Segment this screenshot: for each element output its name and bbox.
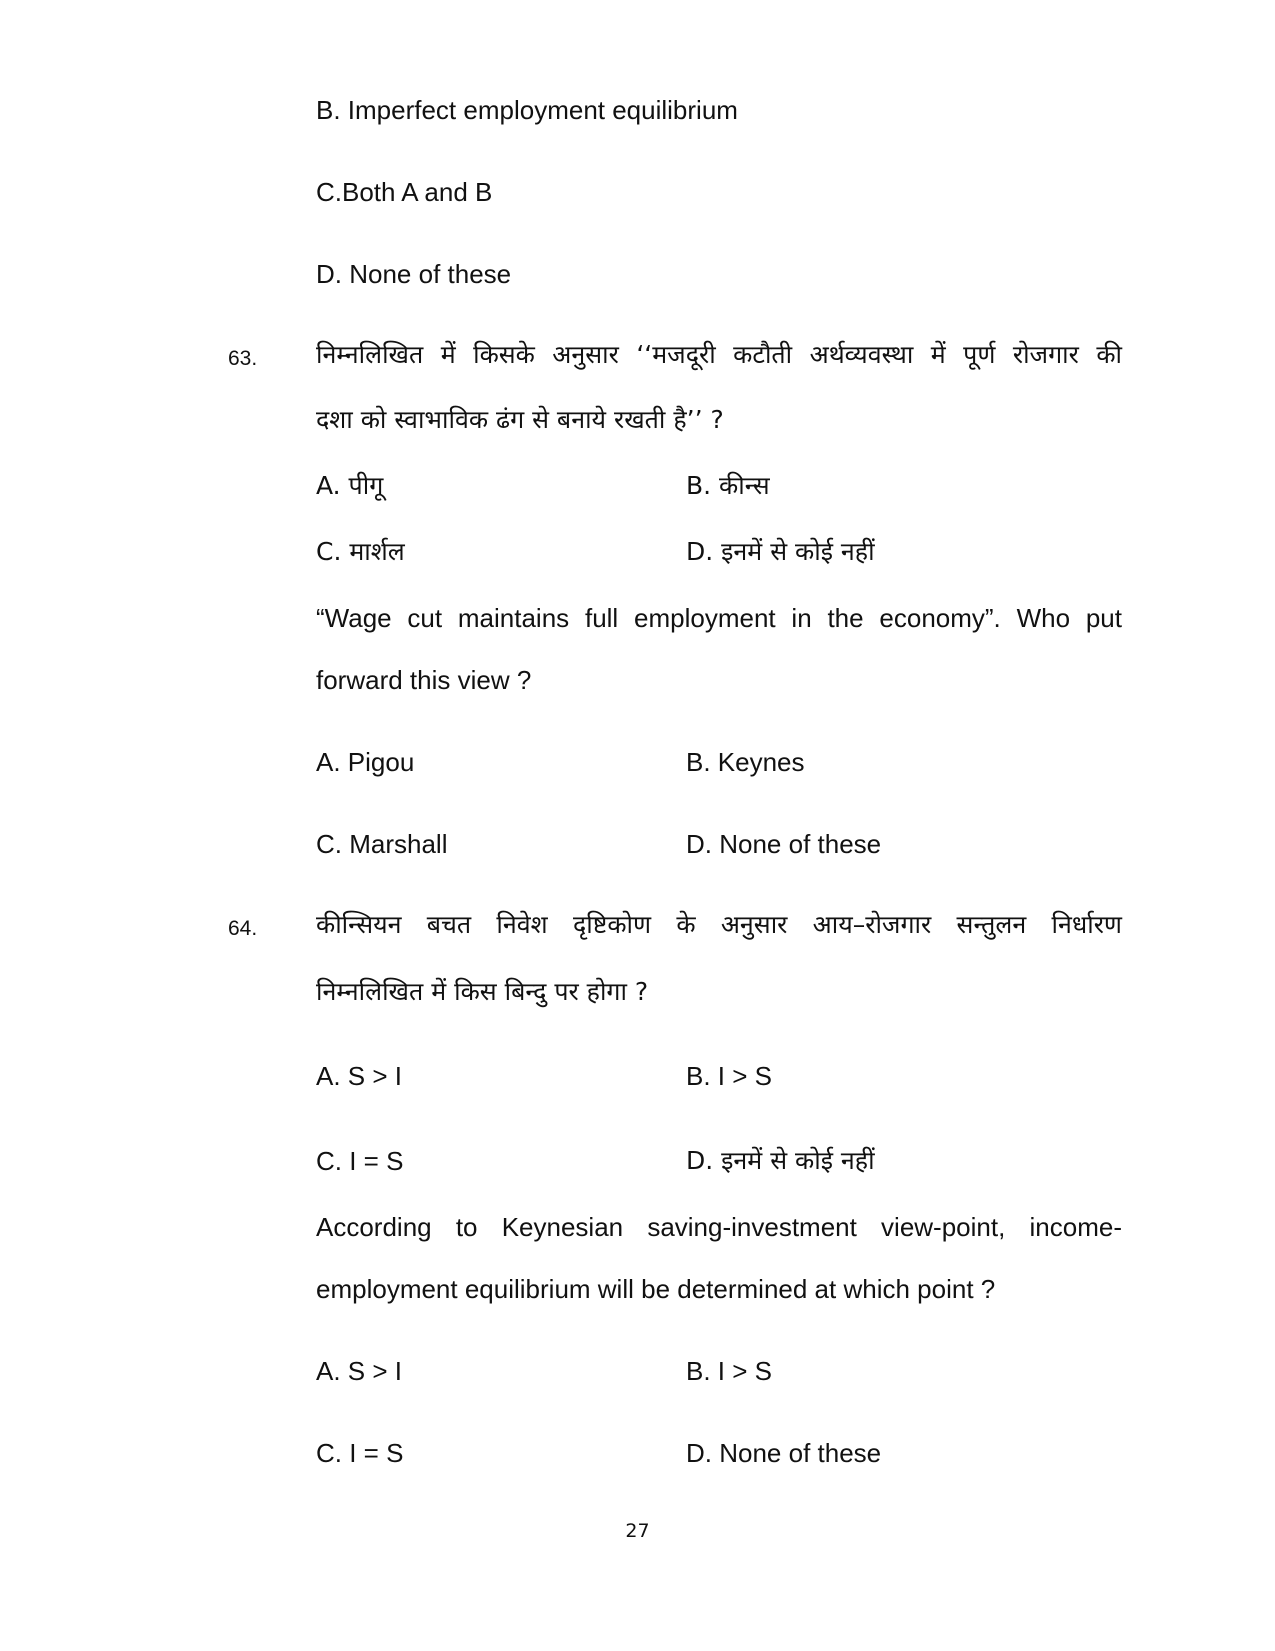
q63-english-option-a: A. Pigou — [316, 747, 415, 777]
q63-english-line-1: “Wage cut maintains full employment in the economy”. Who put — [316, 603, 1122, 633]
q64-english-line-1: According to Keynesian saving-investment view-point, income- — [316, 1212, 1122, 1242]
q63-hindi-option-b: B. कीन्स — [686, 471, 770, 500]
q64-english-option-a: A. S > I — [316, 1356, 402, 1386]
q64-hindi-option-c: C. I = S — [316, 1146, 404, 1176]
q64-hindi-option-a: A. S > I — [316, 1061, 402, 1091]
q64-english-option-c: C. I = S — [316, 1438, 404, 1468]
q63-hindi-line-2: दशा को स्वाभाविक ढंग से बनाये रखती है’’ ? — [316, 405, 724, 434]
q63-hindi-option-a: A. पीगू — [316, 471, 384, 500]
q64-english-option-d: D. None of these — [686, 1438, 882, 1468]
q64-hindi-option-d: D. इनमें से कोई नहीं — [686, 1146, 875, 1175]
q64-english-option-b: B. I > S — [686, 1356, 772, 1386]
prev-option-d: D. None of these — [316, 259, 512, 289]
q63-english-line-2: forward this view ? — [316, 665, 532, 695]
q63-hindi-line-1: निम्नलिखित में किसके अनुसार ‘‘मजदूरी कटौती अर्थव्यवस्था में पूर्ण रोजगार की — [316, 340, 1122, 369]
prev-option-c: C.Both A and B — [316, 177, 493, 207]
q63-english-option-b: B. Keynes — [686, 747, 805, 777]
q64-hindi-line-2: निम्नलिखित में किस बिन्दु पर होगा ? — [316, 977, 649, 1006]
page-number: 27 — [625, 1520, 650, 1542]
q64-hindi-line-1: कीन्सियन बचत निवेश दृष्टिकोण के अनुसार आय–रोजगार सन्तुलन निर्धारण — [316, 910, 1122, 939]
q63-hindi-option-c: C. मार्शल — [316, 537, 405, 566]
question-number-63: 63. — [228, 347, 258, 370]
q63-english-option-c: C. Marshall — [316, 829, 448, 859]
q64-hindi-option-b: B. I > S — [686, 1061, 772, 1091]
question-number-64: 64. — [228, 917, 258, 940]
prev-option-b: B. Imperfect employment equilibrium — [316, 95, 738, 125]
q63-english-option-d: D. None of these — [686, 829, 882, 859]
q64-english-line-2: employment equilibrium will be determined at which point ? — [316, 1274, 996, 1304]
q63-hindi-option-d: D. इनमें से कोई नहीं — [686, 537, 875, 566]
